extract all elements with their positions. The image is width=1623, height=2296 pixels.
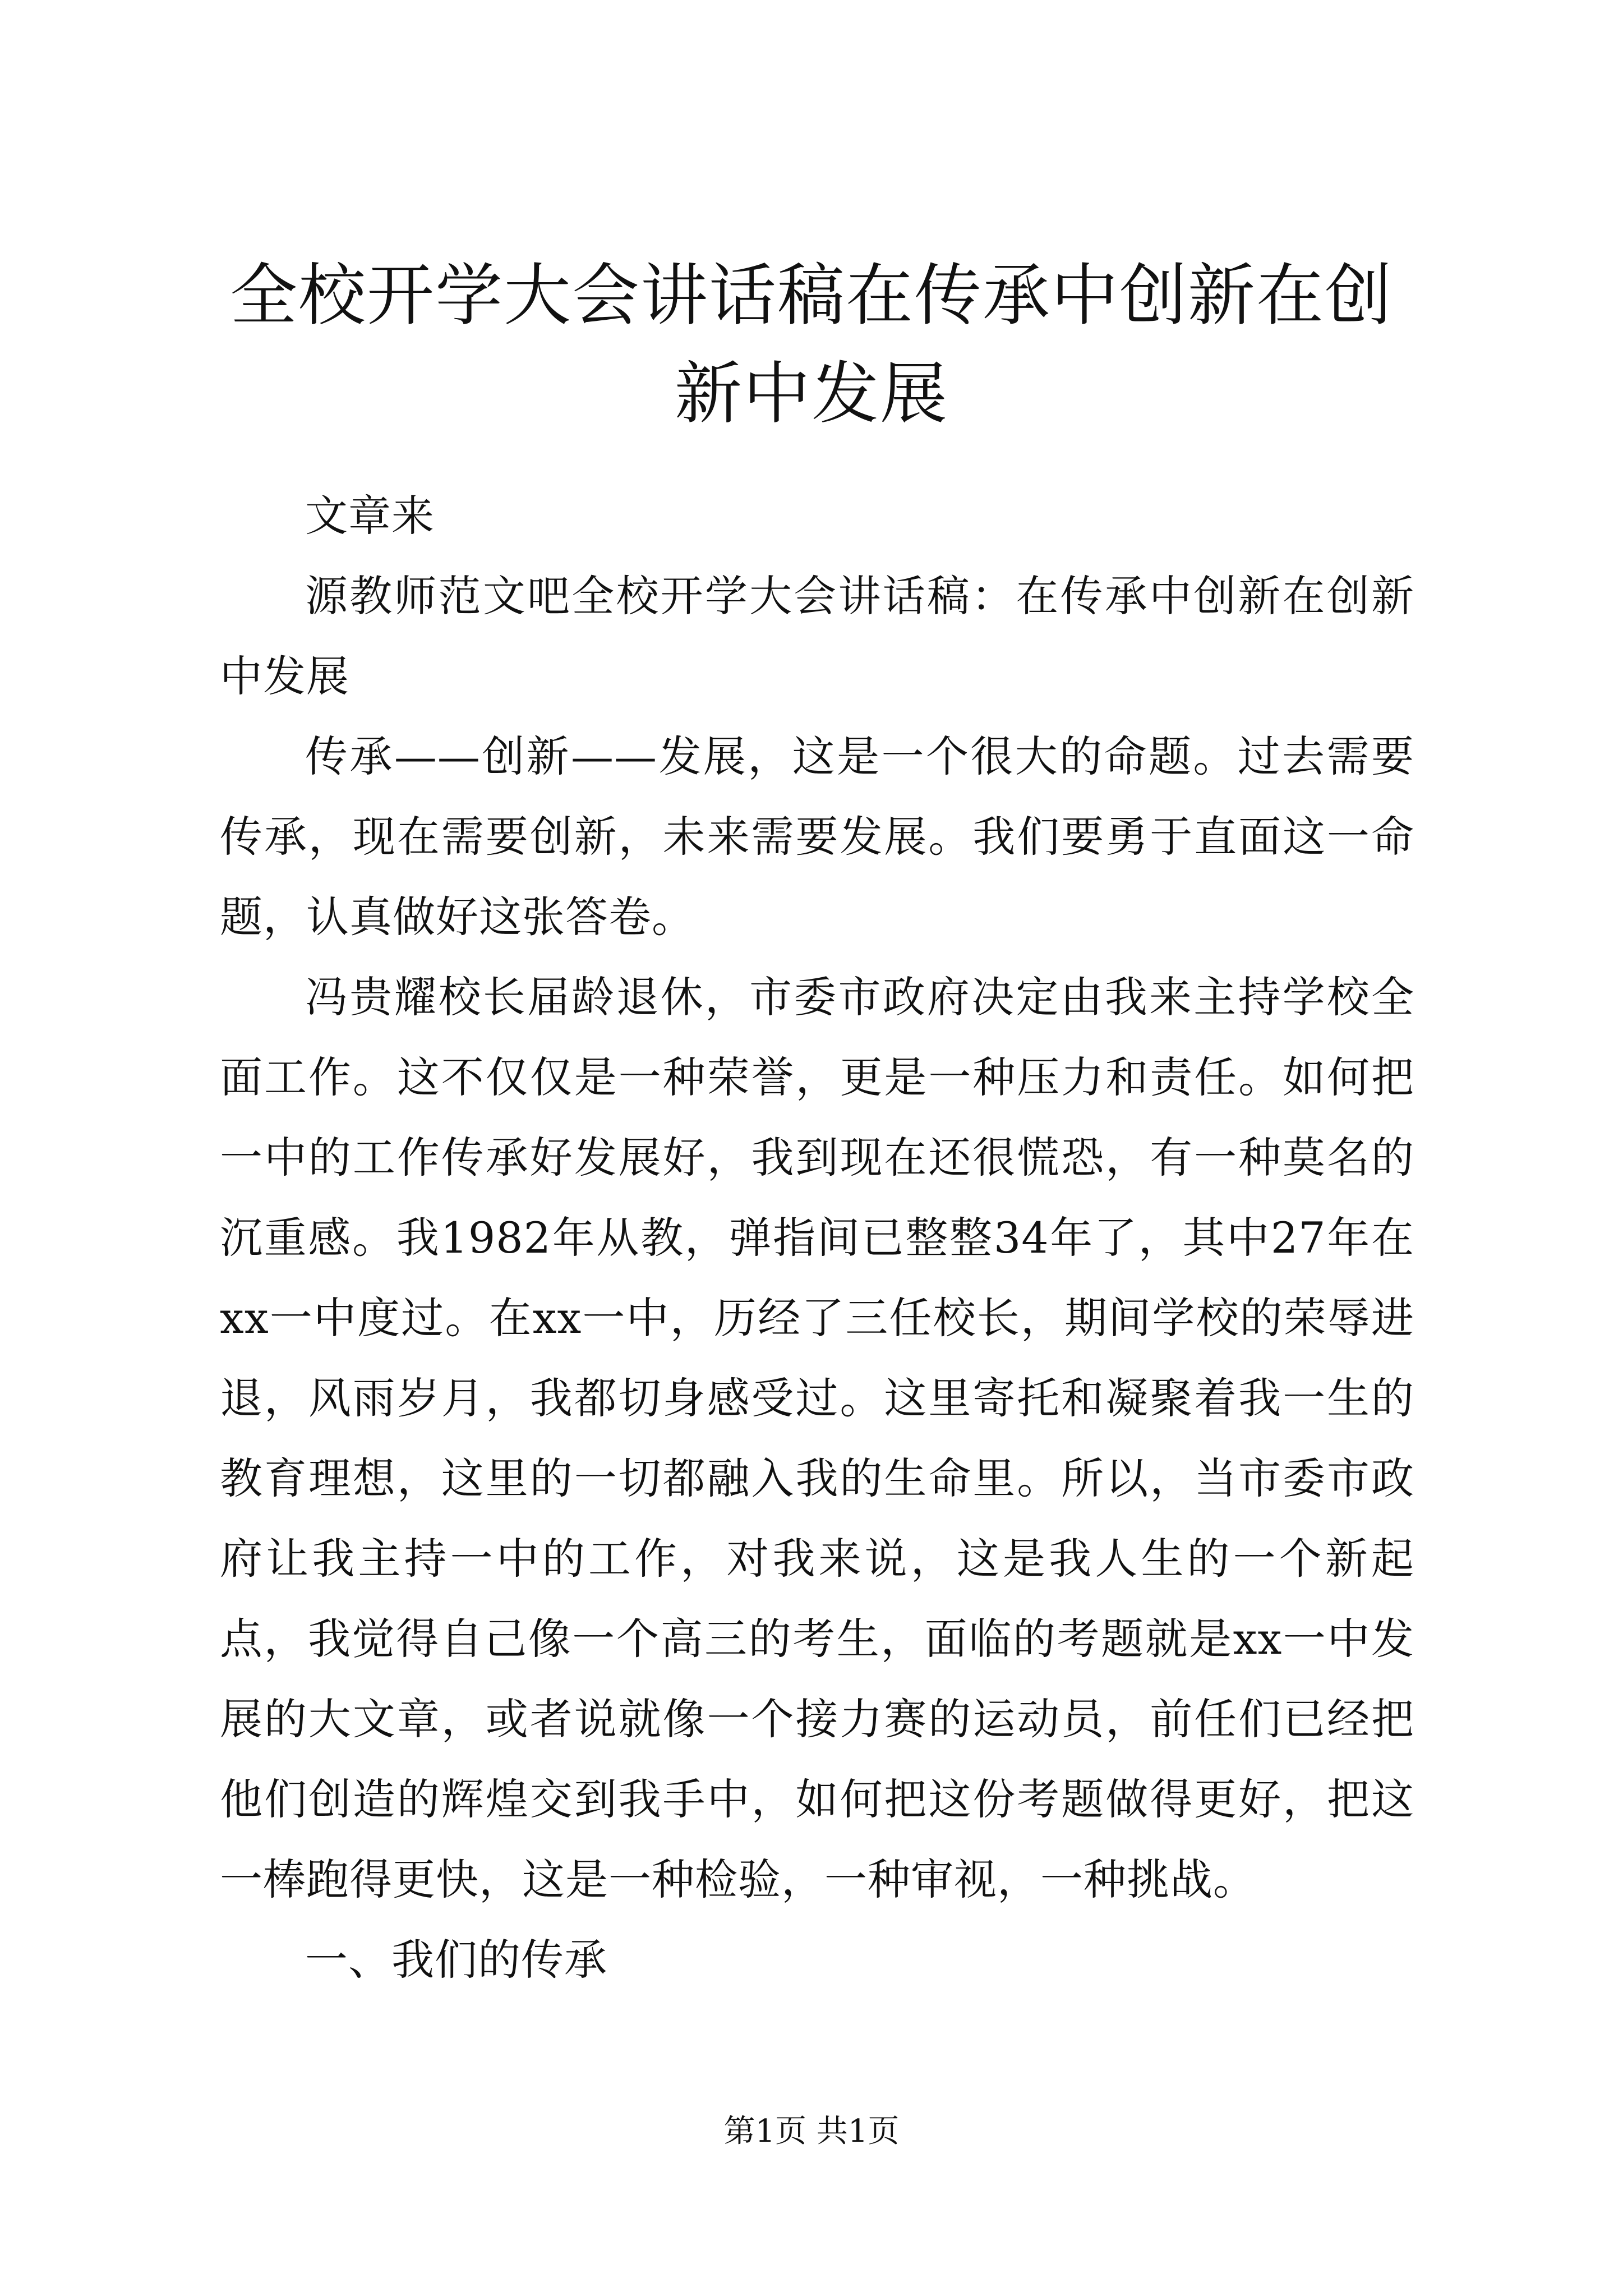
section-heading: 一、我们的传承: [305, 1935, 607, 1985]
page-footer: 第1页 共1页: [723, 2113, 900, 2150]
document-body: [220, 476, 1414, 2000]
paragraph-intro: 传承——创新——发展，这是一个很大的命题。过去需要传承，现在需要创新，未来需要发展。我们要勇于直面这一命题，认真做好这张答卷。: [220, 731, 1414, 942]
paragraph-source-prefix: 文章来: [305, 491, 435, 541]
paragraph-source: 源教师范文吧全校开学大会讲话稿：在传承中创新在创新中发展: [220, 571, 1414, 701]
document-title: 全校开学大会讲话稿在传承中创新在创新中发展: [230, 257, 1393, 433]
paragraph-main: 冯贵耀校长届龄退休，市委市政府决定由我来主持学校全面工作。这不仅仅是一种荣誉，更是一种压力和责任。如何把一中的工作传承好发展好，我到现在还很慌恐，有一种莫名的沉重感。我1982年从教，弹指间已整整34年了，其中27年在xx一中度过。在xx一中，历经了三任校长，期间学校的荣辱进退，风雨岁月，我都切身感受过。这里寄托和凝聚着我一生的教育理想，这里的一切都融入我的生命里。所以，当市委市政府让我主持一中的工作，对我来说，这是我人生的一个新起点，我觉得自己像一个高三的考生，面临的考题就是xx一中发展的大文章，或者说就像一个接力赛的运动员，前任们已经把他们创造的辉煌交到我手中，如何把这份考题做得更好，把这一棒跑得更快，这是一种检验，一种审视，一种挑战。: [220, 972, 1414, 1904]
